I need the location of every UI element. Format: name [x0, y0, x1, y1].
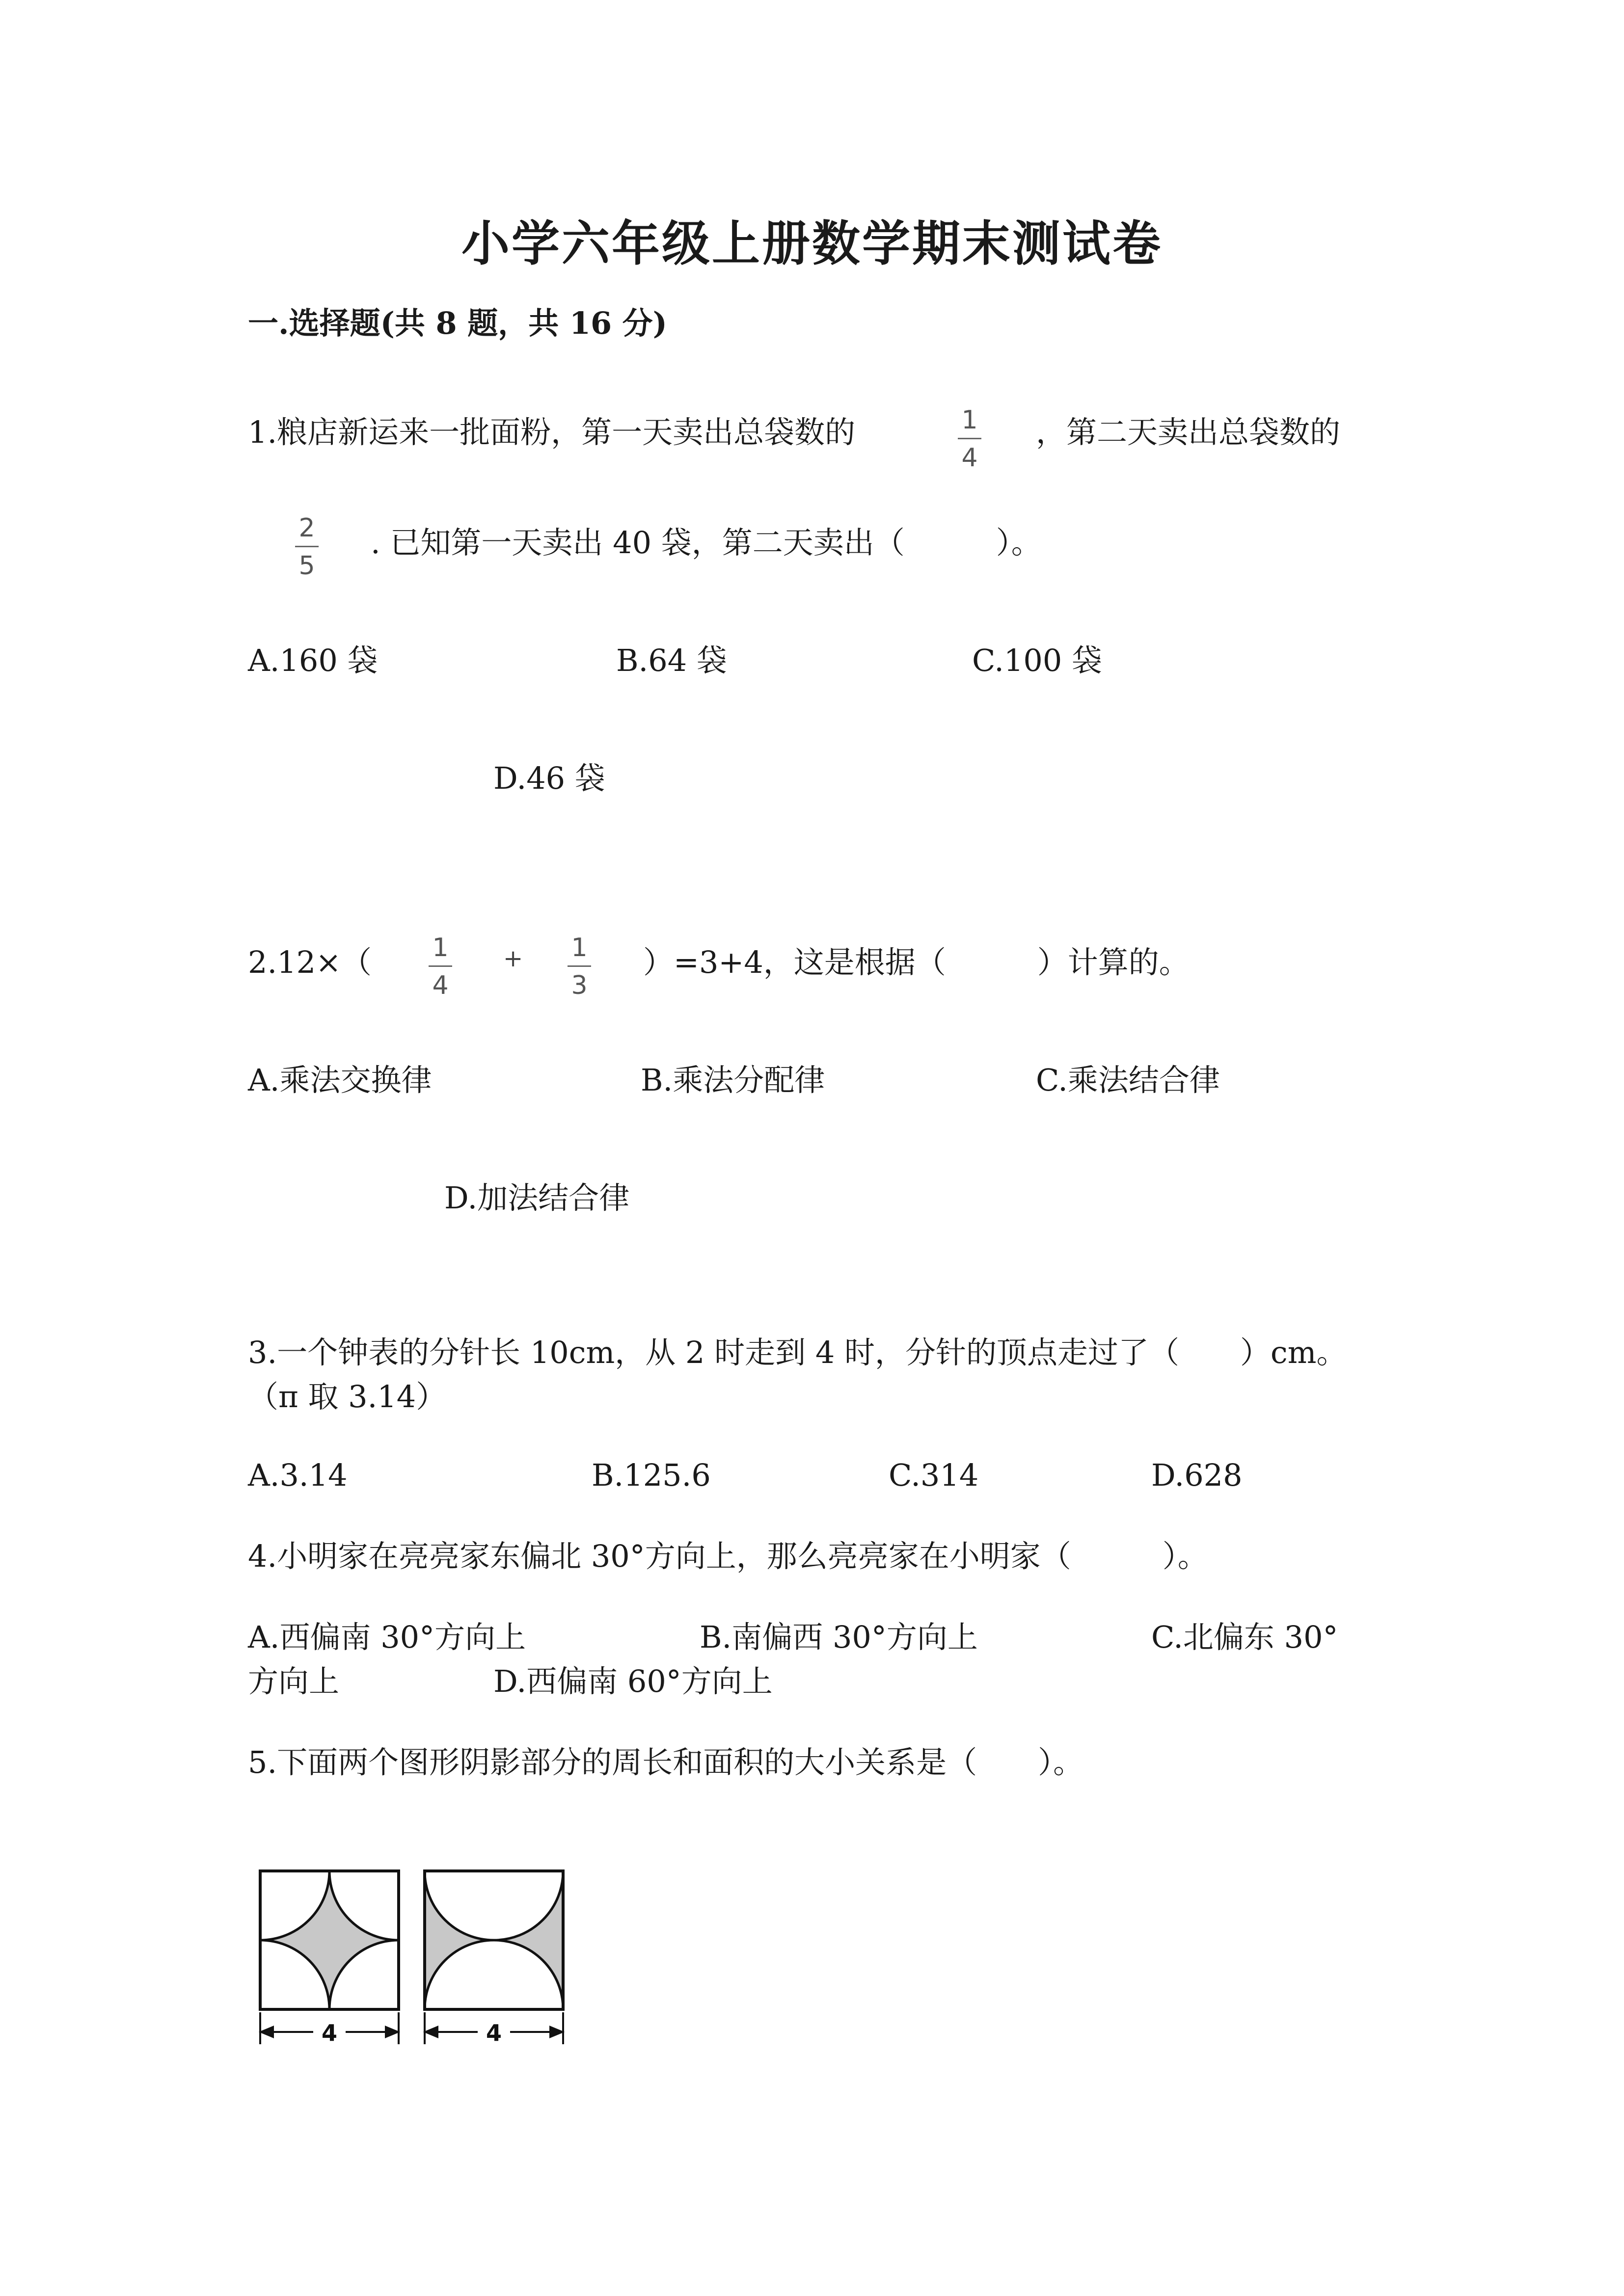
q4-option-a[interactable]: A.西偏南 30°方向上	[248, 1619, 526, 1655]
dimension-lines	[260, 2012, 563, 2044]
q1-text-part1: 1.粮店新运来一批面粉，第一天卖出总袋数的	[248, 414, 856, 450]
fraction-numerator: 1	[571, 933, 588, 962]
q3-option-d[interactable]: D.628	[1151, 1457, 1243, 1493]
fraction-denominator: 4	[432, 971, 449, 1000]
q2-option-a[interactable]: A.乘法交换律	[248, 1062, 432, 1098]
fraction-bar	[429, 965, 452, 967]
q4-option-d[interactable]: D.西偏南 60°方向上	[493, 1663, 773, 1699]
q2-text-part1: 2.12×（	[248, 944, 372, 980]
q1-fraction-2	[292, 515, 322, 579]
q4-option-c-continued: 方向上	[248, 1663, 340, 1699]
q1-option-c[interactable]: C.100 袋	[972, 642, 1102, 678]
fraction-denominator: 3	[571, 971, 588, 1000]
q2-plus-sign: +	[503, 945, 523, 972]
q1-option-a[interactable]: A.160 袋	[248, 642, 378, 678]
q2-option-b[interactable]: B.乘法分配律	[641, 1062, 825, 1098]
page-title: 小学六年级上册数学期末测试卷	[461, 215, 1163, 272]
q4-text: 4.小明家在亮亮家东偏北 30°方向上，那么亮亮家在小明家（ ）。	[248, 1538, 1208, 1574]
q3-text-line2: （π 取 3.14）	[248, 1379, 447, 1415]
fraction-denominator: 4	[961, 443, 978, 473]
q3-option-a[interactable]: A.3.14	[248, 1457, 348, 1493]
q5-figure	[255, 1865, 574, 2052]
fraction-numerator: 1	[432, 933, 449, 962]
q5-text: 5.下面两个图形阴影部分的周长和面积的大小关系是（ ）。	[248, 1744, 1084, 1780]
left-dimension-label: 4	[321, 2020, 338, 2046]
q3-option-b[interactable]: B.125.6	[592, 1457, 711, 1493]
q1-text-part3: . 已知第一天卖出 40 袋，第二天卖出（ ）。	[371, 525, 1042, 561]
right-dimension-label: 4	[486, 2020, 502, 2046]
q1-text-part2: ，第二天卖出总袋数的	[1036, 414, 1341, 450]
fraction-bar	[958, 438, 981, 439]
fraction-bar	[295, 546, 319, 547]
q3-text-line1: 3.一个钟表的分针长 10cm，从 2 时走到 4 时，分针的顶点走过了（ ）cm。	[248, 1335, 1347, 1370]
q2-text-part2: ）=3+4，这是根据（ ）计算的。	[643, 944, 1190, 980]
section-heading: 一.选择题(共 8 题，共 16 分)	[248, 305, 668, 341]
q1-fraction-1	[955, 407, 984, 471]
fraction-numerator: 2	[298, 513, 315, 543]
q2-option-d[interactable]: D.加法结合律	[444, 1180, 630, 1216]
q3-option-c[interactable]: C.314	[889, 1457, 979, 1493]
q2-fraction-2	[565, 935, 594, 998]
fraction-numerator: 1	[961, 405, 978, 435]
q1-option-d[interactable]: D.46 袋	[493, 760, 605, 796]
fraction-denominator: 5	[298, 551, 315, 581]
q2-option-c[interactable]: C.乘法结合律	[1036, 1062, 1220, 1098]
q1-option-b[interactable]: B.64 袋	[616, 642, 727, 678]
q2-fraction-1	[426, 935, 455, 998]
q4-option-b[interactable]: B.南偏西 30°方向上	[700, 1619, 978, 1655]
q4-option-c[interactable]: C.北偏东 30°	[1151, 1619, 1338, 1655]
fraction-bar	[568, 965, 591, 967]
